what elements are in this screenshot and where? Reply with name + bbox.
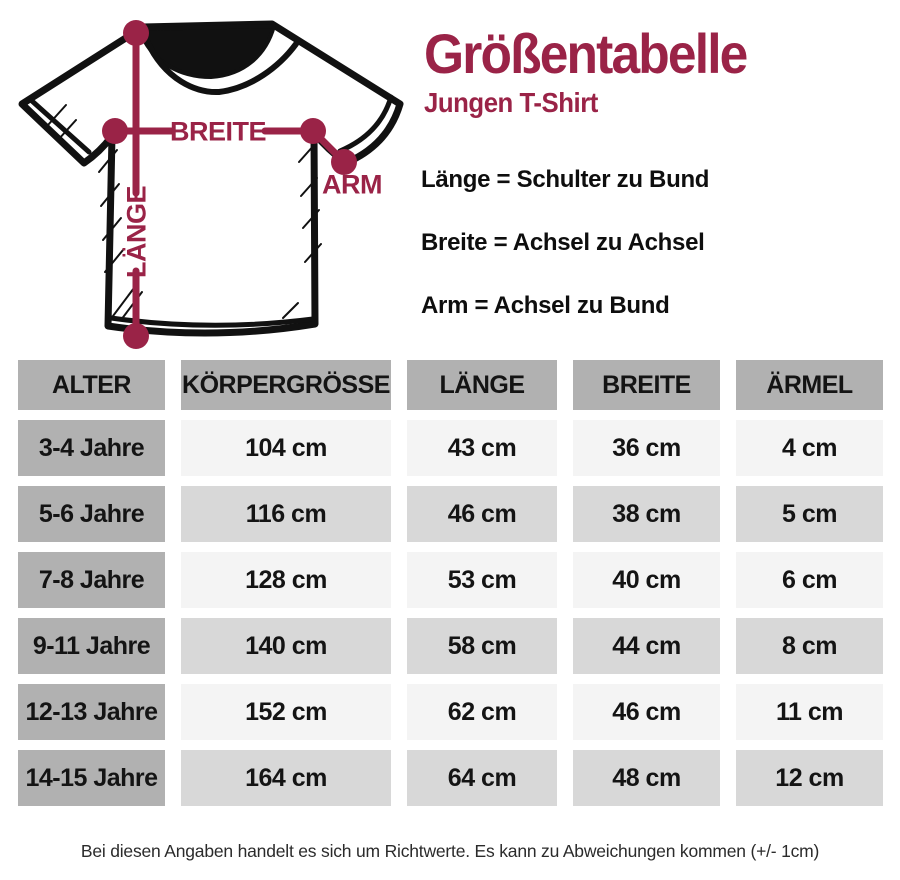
- left-armpit-dot: [102, 118, 128, 144]
- cell-age: 12-13 Jahre: [18, 684, 165, 740]
- legend-breite: Breite = Achsel zu Achsel: [421, 229, 705, 256]
- cell-value: 8 cm: [736, 618, 883, 674]
- header-cell-aermel: ÄRMEL: [736, 360, 883, 410]
- page-title: Größentabelle: [424, 22, 747, 85]
- header-cell-alter: ALTER: [18, 360, 165, 410]
- cell-value: 116 cm: [181, 486, 391, 542]
- cell-age: 14-15 Jahre: [18, 750, 165, 806]
- cell-value: 36 cm: [573, 420, 720, 476]
- cell-value: 58 cm: [407, 618, 557, 674]
- cell-value: 4 cm: [736, 420, 883, 476]
- cell-value: 164 cm: [181, 750, 391, 806]
- cell-value: 43 cm: [407, 420, 557, 476]
- cell-value: 62 cm: [407, 684, 557, 740]
- cell-value: 6 cm: [736, 552, 883, 608]
- cell-value: 40 cm: [573, 552, 720, 608]
- footer-note: Bei diesen Angaben handelt es sich um Richtwerte. Es kann zu Abweichungen kommen (+/- 1cm): [80, 841, 820, 861]
- cell-value: 64 cm: [407, 750, 557, 806]
- breite-label: BREITE: [169, 116, 267, 147]
- header-cell-koerpergroesse: KÖRPERGRÖSSE: [181, 360, 391, 410]
- hem-dot: [123, 323, 149, 349]
- cell-value: 128 cm: [181, 552, 391, 608]
- header-cell-breite: BREITE: [573, 360, 720, 410]
- title-block: [424, 22, 775, 119]
- cell-age: 7-8 Jahre: [18, 552, 165, 608]
- tshirt-diagram: [0, 0, 420, 356]
- cell-age: 5-6 Jahre: [18, 486, 165, 542]
- header-cell-laenge: LÄNGE: [407, 360, 557, 410]
- cell-age: 9-11 Jahre: [18, 618, 165, 674]
- cell-value: 152 cm: [181, 684, 391, 740]
- cell-age: 3-4 Jahre: [18, 420, 165, 476]
- arm-label: ARM: [322, 169, 382, 200]
- right-armpit-dot: [300, 118, 326, 144]
- cell-value: 53 cm: [407, 552, 557, 608]
- cell-value: 46 cm: [407, 486, 557, 542]
- cell-value: 48 cm: [573, 750, 720, 806]
- cell-value: 11 cm: [736, 684, 883, 740]
- laenge-label: LÄNGE: [121, 186, 152, 278]
- size-table: [18, 360, 883, 806]
- cell-value: 12 cm: [736, 750, 883, 806]
- legend-arm: Arm = Achsel zu Bund: [421, 292, 670, 319]
- cell-value: 104 cm: [181, 420, 391, 476]
- cell-value: 46 cm: [573, 684, 720, 740]
- cell-value: 38 cm: [573, 486, 720, 542]
- cell-value: 140 cm: [181, 618, 391, 674]
- page-subtitle: Jungen T-Shirt: [424, 87, 598, 118]
- legend-laenge: Länge = Schulter zu Bund: [421, 166, 710, 193]
- shoulder-dot: [123, 20, 149, 46]
- cell-value: 44 cm: [573, 618, 720, 674]
- cell-value: 5 cm: [736, 486, 883, 542]
